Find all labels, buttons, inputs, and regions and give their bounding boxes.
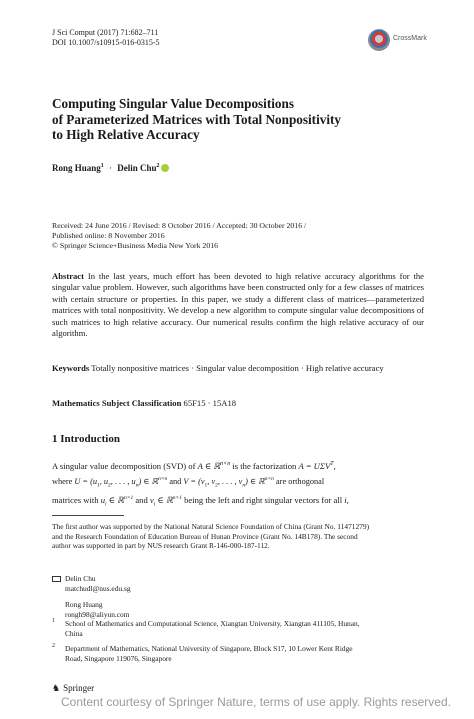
footnote-line: and the Research Foundation of Education Bureau of Hunan Province (Grant No. 14B178). The second — [52, 531, 358, 541]
footnote-rule — [52, 515, 124, 516]
text-run: and — [133, 495, 150, 506]
title-line-1: Computing Singular Value Decompositions — [52, 96, 294, 111]
math-run: , u — [99, 476, 109, 486]
math-run: i — [344, 495, 347, 506]
text-run: , — [333, 460, 336, 471]
affiliation-line: Department of Mathematics, National University of Singapore, Block S17, 10 Lower Kent Ridge — [65, 644, 353, 653]
text-run: matrices with — [52, 495, 101, 506]
courtesy-notice: Content courtesy of Springer Nature, terms of use apply. Rights reserved. — [61, 695, 451, 709]
footnote-line: author was supported in part by NUS research Grant R-146-000-187-112. — [52, 541, 270, 551]
math-sub: i — [104, 501, 107, 508]
paper-title — [52, 96, 422, 143]
math-sub: 2 — [108, 482, 111, 489]
publisher-logo[interactable] — [52, 683, 94, 694]
springer-horse-icon: ♞ — [52, 683, 61, 693]
second-contact — [65, 600, 129, 619]
author-name[interactable]: Delin Chu — [117, 163, 157, 173]
math-run: A = UΣV — [298, 460, 331, 471]
keywords-label: Keywords — [52, 363, 90, 373]
msc-classification — [52, 398, 424, 409]
section-heading: 1 Introduction — [52, 433, 120, 445]
math-run: A ∈ ℝ — [197, 460, 221, 471]
math-sup: n×n — [264, 475, 274, 482]
funding-footnote — [52, 522, 424, 551]
author-affiliation-ref: 2 — [156, 163, 160, 169]
publication-history — [52, 221, 432, 251]
text-run: is the factorization — [230, 460, 299, 471]
affiliation — [65, 619, 425, 638]
affiliation-line: School of Mathematics and Computational Science, Xiangtan University, Xiangtan 411105, Hunan, — [65, 619, 360, 628]
math-run: ∈ ℝ — [106, 495, 124, 506]
math-sup: n×1 — [172, 495, 182, 502]
math-sub: n — [135, 482, 139, 489]
abstract-label: Abstract — [52, 271, 84, 281]
text-run: and — [167, 476, 184, 486]
text-run: A singular value decomposition (SVD) of — [52, 460, 198, 471]
intro-line-1 — [52, 458, 424, 473]
affiliation — [65, 644, 425, 663]
intro-line-2 — [52, 473, 424, 492]
author-separator: · — [109, 163, 113, 173]
crossmark-label: CrossMark — [393, 35, 427, 42]
journal-header — [52, 28, 160, 48]
msc-text: 65F15 · 15A18 — [183, 398, 237, 408]
math-sub: n — [242, 482, 246, 489]
corresponding-contact — [65, 574, 131, 593]
math-run: , v — [207, 476, 216, 486]
orcid-icon[interactable] — [161, 164, 169, 172]
intro-line-3 — [52, 492, 424, 512]
math-sup: n×n — [158, 475, 168, 482]
crossmark-badge[interactable] — [368, 29, 430, 53]
footnote-line: The first author was supported by the National Natural Science Foundation of China (Grant No. 11471279) — [52, 522, 370, 531]
text-run: where — [52, 476, 75, 486]
math-sub: 1 — [204, 482, 208, 489]
math-sup: n×1 — [123, 495, 134, 502]
author-affiliation-ref: 1 — [100, 163, 104, 169]
publisher-name: Springer — [63, 683, 95, 693]
math-sup: n×n — [220, 461, 231, 467]
math-sup: T — [330, 461, 334, 467]
affiliation-number: 1 — [52, 618, 55, 624]
envelope-icon — [52, 576, 61, 582]
math-run: , . . . , u — [110, 476, 136, 486]
text-run: , — [346, 495, 349, 506]
math-run: V = (v — [183, 476, 205, 486]
intro-paragraph — [52, 458, 424, 512]
math-run: ∈ ℝ — [155, 495, 173, 506]
text-run: being the left and right singular vectors for all — [181, 495, 345, 506]
math-run: U = (u — [74, 476, 97, 486]
affiliation-number: 2 — [52, 643, 55, 649]
math-run: u — [100, 495, 105, 506]
title-line-3: to High Relative Accuracy — [52, 127, 200, 142]
keywords — [52, 363, 424, 374]
math-sub: 2 — [215, 482, 218, 489]
dates-line: Received: 24 June 2016 / Revised: 8 October 2016 / Accepted: 30 October 2016 / — [52, 221, 307, 230]
author-list — [52, 163, 169, 173]
copyright-line: © Springer Science+Business Media New York 2016 — [52, 241, 219, 250]
author-name[interactable]: Rong Huang — [52, 163, 101, 173]
journal-doi: DOI 10.1007/s10915-016-0315-5 — [52, 38, 160, 47]
abstract-text: In the last years, much effort has been devoted to high relative accuracy algorithms for the singular value problem. However, such algorithms have been constructed only for a few classes of matrices with certain structure or properties. In this paper, we study a different class of matrices—parameterized matrices with total nonpositivity. We develop a new algorithm to compute singular value decompositions of such matrices to high relative accuracy. Our numerical results confirm the high relative accuracy of our algorithm. — [52, 271, 424, 339]
crossmark-icon — [368, 29, 390, 51]
math-sub: i — [153, 501, 156, 508]
affiliation-line: China — [65, 628, 83, 638]
title-line-2: of Parameterized Matrices with Total Nonpositivity — [52, 111, 341, 127]
text-run: are orthogonal — [273, 476, 325, 486]
dates-line: Published online: 8 November 2016 — [52, 231, 165, 240]
keywords-text: Totally nonpositive matrices · Singular value decomposition · High relative accuracy — [91, 363, 384, 373]
math-run: v — [149, 495, 154, 506]
math-sub: 1 — [97, 482, 100, 489]
math-run: ) ∈ ℝ — [138, 476, 159, 486]
contact-name: Delin Chu — [65, 574, 96, 583]
math-run: ) ∈ ℝ — [245, 476, 265, 486]
affiliation-line: Road, Singapore 119076, Singapore — [65, 653, 172, 663]
contact-name: Rong Huang — [65, 600, 103, 609]
abstract — [52, 271, 424, 339]
math-run: , . . . , v — [217, 476, 243, 486]
contact-email[interactable]: matchudl@nus.edu.sg — [65, 583, 131, 593]
msc-label: Mathematics Subject Classification — [52, 398, 182, 408]
journal-citation: J Sci Comput (2017) 71:682–711 — [52, 28, 159, 37]
contact-email[interactable]: rongh98@aliyun.com — [65, 609, 130, 619]
